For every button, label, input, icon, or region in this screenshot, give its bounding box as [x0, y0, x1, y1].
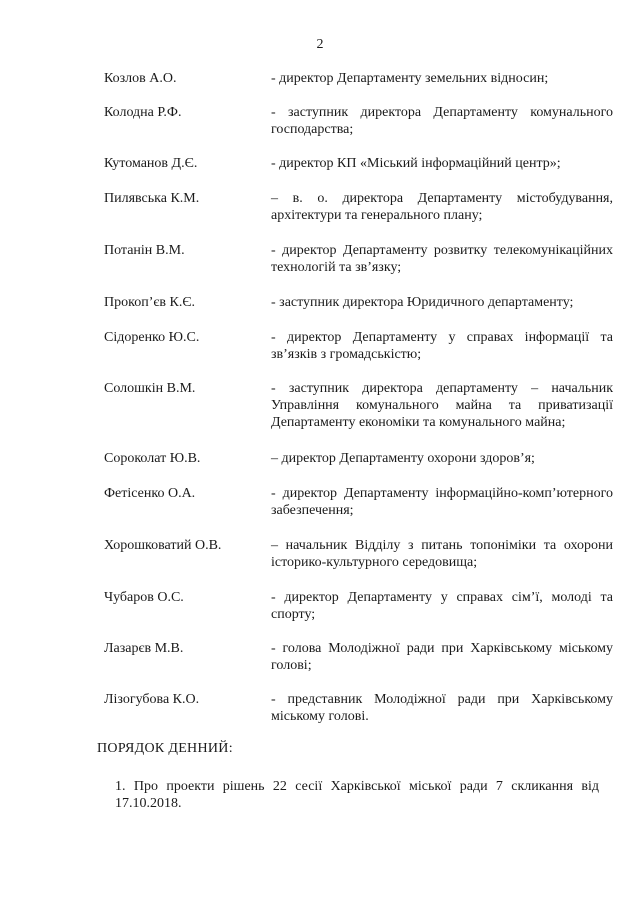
attendee-name: Прокоп’єв К.Є.: [104, 295, 196, 310]
attendee-name: Колодна Р.Ф.: [104, 105, 182, 120]
attendee-role: - директор Департаменту у справах інформації та зв’язків з громадськістю;: [271, 330, 613, 362]
attendee-role: – директор Департаменту охорони здоров’я;: [271, 451, 535, 466]
agenda-item: 1. Про проекти рішень 22 сесії Харківської міської ради 7 скликання від 17.10.2018.: [115, 779, 599, 811]
attendee-name: Хорошковатий О.В.: [104, 538, 222, 553]
attendee-role: - директор Департаменту розвитку телекомунікаційних технологій та зв’язку;: [271, 243, 613, 275]
attendee-role: – в. о. директора Департаменту містобудування, архітектури та генерального плану;: [271, 191, 613, 223]
attendee-name: Козлов А.О.: [104, 71, 177, 86]
attendee-role: – начальник Відділу з питань топоніміки та охорони історико-культурного середовища;: [271, 538, 613, 570]
attendee-role: - директор Департаменту у справах сім’ї, молоді та спорту;: [271, 590, 613, 622]
attendee-name: Сороколат Ю.В.: [104, 451, 201, 466]
attendee-role: - представник Молодіжної ради при Харківському міському голові.: [271, 692, 613, 724]
attendee-name: Кутоманов Д.Є.: [104, 156, 198, 171]
attendee-role: - заступник директора департаменту – начальник Управління комунального майна та приватизації Департаменту економіки та комунального майна;: [271, 381, 613, 430]
attendee-name: Пилявська К.М.: [104, 191, 200, 206]
attendee-name: Фетісенко О.А.: [104, 486, 196, 501]
attendee-role: - голова Молодіжної ради при Харківському міському голові;: [271, 641, 613, 673]
attendee-role: - директор КП «Міський інформаційний центр»;: [271, 156, 561, 171]
attendee-role: - директор Департаменту інформаційно-комп’ютерного забезпечення;: [271, 486, 613, 518]
attendee-name: Потанін В.М.: [104, 243, 185, 258]
attendee-role: - заступник директора Департаменту комунального господарства;: [271, 105, 613, 137]
attendee-name: Лізогубова К.О.: [104, 692, 200, 707]
attendee-name: Солошкін В.М.: [104, 381, 196, 396]
attendee-role: - заступник директора Юридичного департаменту;: [271, 295, 574, 310]
attendee-name: Лазарєв М.В.: [104, 641, 184, 656]
attendee-name: Сідоренко Ю.С.: [104, 330, 200, 345]
page-number: 2: [316, 37, 324, 52]
attendee-name: Чубаров О.С.: [104, 590, 184, 605]
agenda-heading: ПОРЯДОК ДЕННИЙ:: [97, 741, 233, 756]
attendee-role: - директор Департаменту земельних відносин;: [271, 71, 549, 86]
